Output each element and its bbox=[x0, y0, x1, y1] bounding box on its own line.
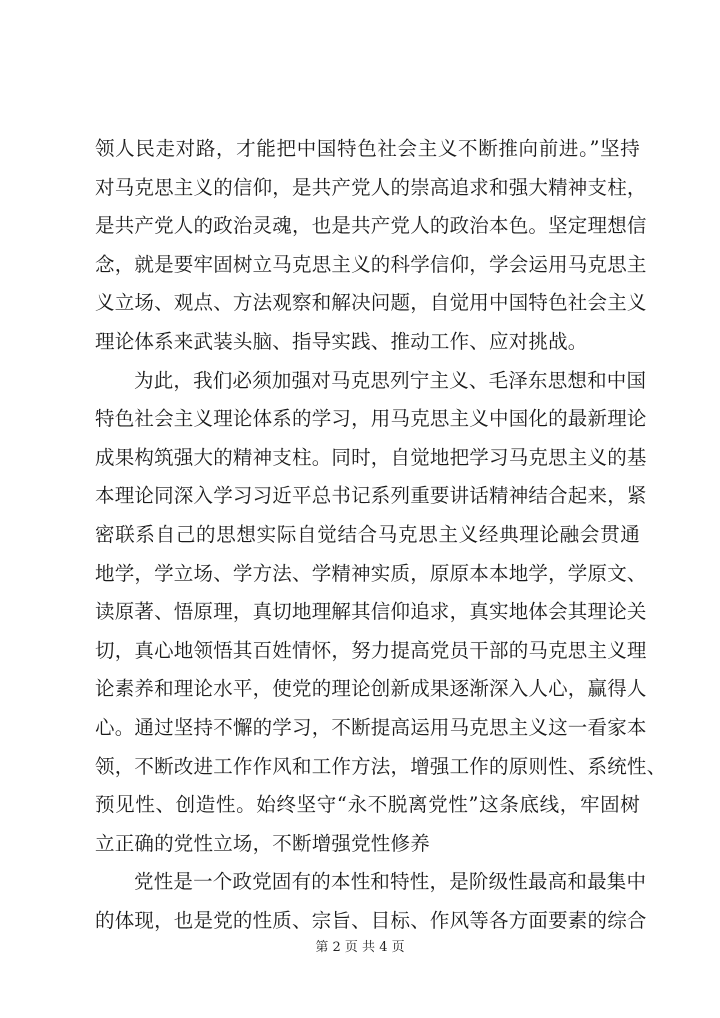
text-line: 义立场、观点、方法观察和解决问题，自觉用中国特色社会主义 bbox=[95, 291, 647, 315]
text-line: 的体现，也是党的性质、宗旨、目标、作风等各方面要素的综合 bbox=[95, 908, 647, 932]
page-number-footer: 第 2 页 共 4 页 bbox=[315, 940, 405, 955]
text-line: 念，就是要牢固树立马克思主义的科学信仰，学会运用马克思主 bbox=[95, 252, 647, 276]
text-line: 理论体系来武装头脑、指导实践、推动工作、应对挑战。 bbox=[95, 329, 588, 353]
text-line: 特色社会主义理论体系的学习，用马克思主义中国化的最新理论 bbox=[95, 407, 647, 431]
text-line: 地学，学立场、学方法、学精神实质，原原本本地学，学原文、 bbox=[95, 561, 647, 585]
text-line: 是共产党人的政治灵魂，也是共产党人的政治本色。坚定理想信 bbox=[95, 214, 647, 238]
text-line: 读原著、悟原理，真切地理解其信仰追求，真实地体会其理论关 bbox=[95, 600, 647, 624]
text-line: 切，真心地领悟其百姓情怀，努力提高党员干部的马克思主义理 bbox=[95, 638, 647, 662]
body-text bbox=[95, 130, 667, 940]
text-line: 本理论同深入学习习近平总书记系列重要讲话精神结合起来，紧 bbox=[95, 484, 647, 508]
text-line: 密联系自己的思想实际自觉结合马克思主义经典理论融会贯通 bbox=[95, 522, 640, 546]
text-line: 领，不断改进工作作风和工作方法，增强工作的原则性、系统性、 bbox=[95, 754, 667, 778]
text-line: 论素养和理论水平，使党的理论创新成果逐渐深入人心，赢得人 bbox=[95, 677, 647, 701]
text-line: 对马克思主义的信仰，是共产党人的崇高追求和强大精神支柱， bbox=[95, 175, 647, 199]
text-line: 领人民走对路，才能把中国特色社会主义不断推向前进。”坚持 bbox=[95, 137, 640, 160]
text-line: 预见性、创造性。始终坚守“永不脱离党性”这条底线，牢固树 bbox=[95, 793, 640, 817]
text-line: 心。通过坚持不懈的学习，不断提高运用马克思主义这一看家本 bbox=[95, 715, 647, 739]
text-line: 立正确的党性立场，不断增强党性修养 bbox=[95, 831, 430, 855]
paragraph-start-line: 党性是一个政党固有的本性和特性，是阶级性最高和最集中 bbox=[134, 870, 647, 894]
text-line: 成果构筑强大的精神支柱。同时，自觉地把学习马克思主义的基 bbox=[95, 445, 647, 469]
paragraph-start-line: 为此，我们必须加强对马克思列宁主义、毛泽东思想和中国 bbox=[134, 368, 647, 392]
